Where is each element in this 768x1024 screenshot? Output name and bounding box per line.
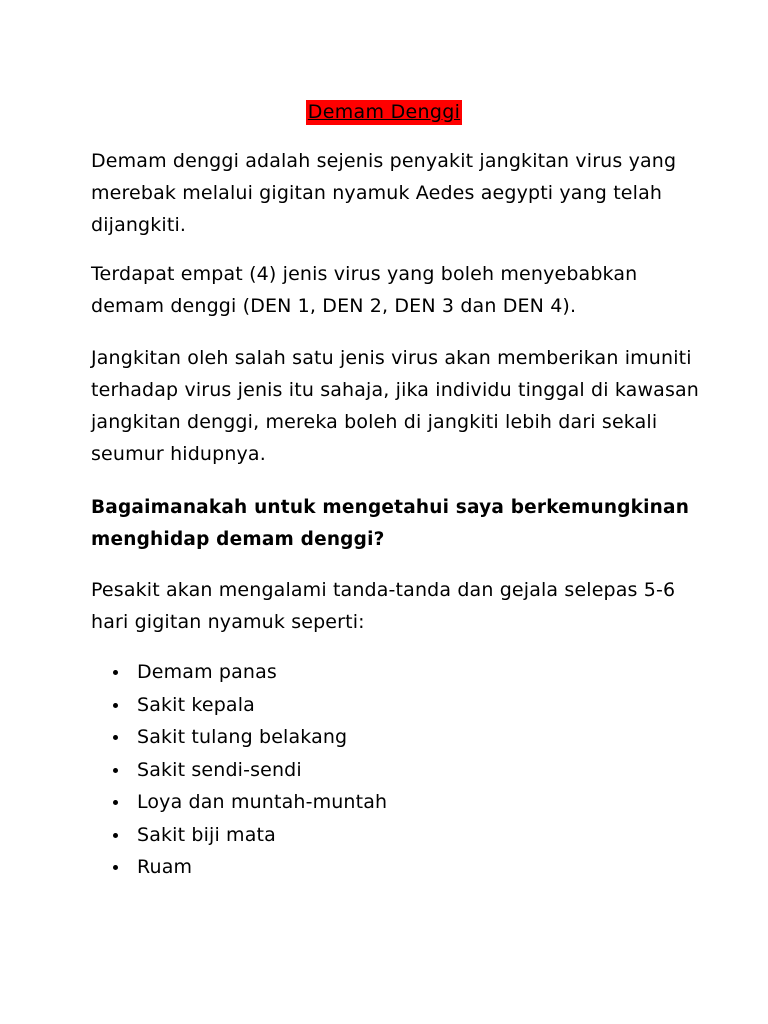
list-item (91, 754, 591, 787)
symptom-label: Demam panas (137, 661, 277, 683)
paragraph-immunity: Jangkitan oleh salah satu jenis virus akan memberikan imuniti terhadap virus jenis itu sahaja, jika individu tinggal di kawasan jangkitan denggi, mereka boleh di jangkiti lebih dari sekali seumur hidupnya. (91, 347, 699, 465)
symptom-label: Sakit tulang belakang (137, 726, 348, 748)
bullet-icon (113, 703, 118, 708)
list-item (91, 851, 591, 884)
list-item (91, 721, 591, 754)
list-item (91, 819, 591, 852)
symptom-label: Ruam (137, 856, 193, 878)
symptom-label: Sakit biji mata (137, 823, 276, 846)
list-item (91, 656, 591, 689)
symptom-list (91, 656, 591, 884)
paragraph-virus-types: Terdapat empat (4) jenis virus yang boleh menyebabkan demam denggi (DEN 1, DEN 2, DEN 3 dan DEN 4). (91, 263, 638, 317)
bullet-icon (113, 800, 118, 805)
list-item (91, 786, 591, 819)
symptom-label: Sakit sendi-sendi (137, 758, 302, 781)
list-item (91, 689, 591, 722)
question-heading: Bagaimanakah untuk mengetahui saya berkemungkinan menghidap demam denggi? (91, 497, 690, 550)
bullet-icon (113, 735, 118, 740)
document-title: Demam Denggi (307, 101, 461, 123)
paragraph-symptoms-intro: Pesakit akan mengalami tanda-tanda dan gejala selepas 5-6 hari gigitan nyamuk seperti: (91, 579, 676, 633)
symptom-label: Loya dan muntah-muntah (137, 791, 388, 813)
bullet-icon (113, 833, 118, 838)
bullet-icon (113, 865, 118, 870)
bullet-icon (113, 768, 118, 773)
title-container (0, 100, 768, 125)
bullet-icon (113, 670, 118, 675)
symptom-label: Sakit kepala (137, 693, 255, 716)
paragraph-definition: Demam denggi adalah sejenis penyakit jangkitan virus yang merebak melalui gigitan nyamuk Aedes aegypti yang telah dijangkiti. (91, 150, 677, 236)
